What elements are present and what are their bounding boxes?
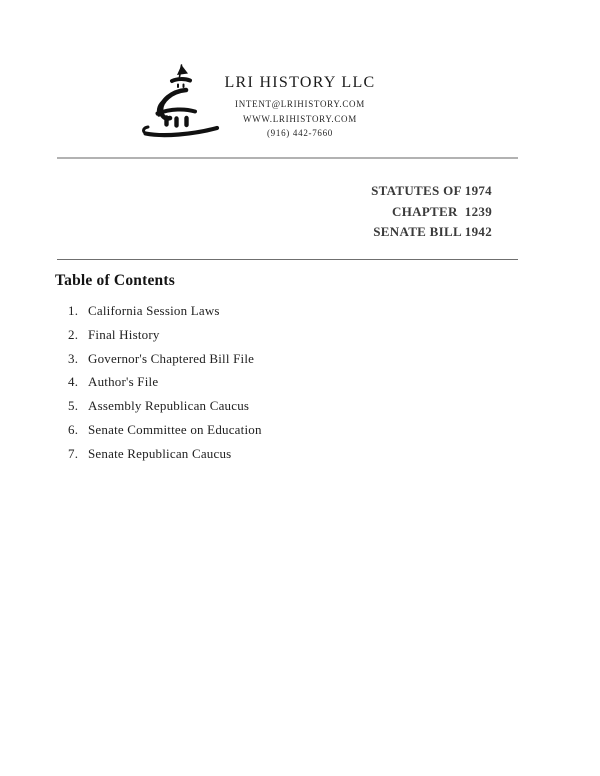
toc-item-number: 2. bbox=[68, 326, 79, 342]
statutes-line: STATUTES OF 1974 bbox=[371, 183, 492, 198]
chapter-line: CHAPTER 1239 bbox=[392, 203, 492, 219]
toc-item bbox=[68, 374, 262, 389]
letterhead bbox=[150, 74, 450, 141]
toc-item bbox=[68, 422, 262, 437]
toc-item-label: Senate Republican Caucus bbox=[88, 445, 232, 461]
toc-item bbox=[68, 303, 262, 318]
toc-item-label: Assembly Republican Caucus bbox=[88, 398, 250, 414]
toc-item-number: 7. bbox=[68, 445, 79, 461]
toc-item bbox=[68, 327, 262, 342]
toc-item bbox=[68, 398, 262, 413]
toc-item-label: California Session Laws bbox=[88, 303, 220, 318]
toc-item-label: Final History bbox=[88, 326, 160, 342]
toc-item-number: 5. bbox=[68, 398, 79, 414]
toc-item-number: 4. bbox=[68, 374, 79, 390]
toc-item-label: Governor's Chaptered Bill File bbox=[88, 350, 255, 366]
toc-item-label: Senate Committee on Education bbox=[88, 421, 262, 437]
bill-reference-block bbox=[371, 181, 492, 243]
toc-item bbox=[68, 446, 262, 461]
company-email: INTENT@LRIHISTORY.COM bbox=[235, 99, 365, 109]
toc-list bbox=[68, 303, 262, 470]
company-phone: (916) 442-7660 bbox=[266, 128, 334, 138]
company-website: WWW.LRIHISTORY.COM bbox=[243, 113, 357, 124]
toc-item-label: Author's File bbox=[88, 374, 159, 390]
toc-item-number: 1. bbox=[68, 303, 79, 318]
toc-item-number: 6. bbox=[68, 421, 79, 437]
divider-top bbox=[57, 157, 518, 159]
company-name: LRI HISTORY LLC bbox=[224, 74, 376, 91]
divider-bottom bbox=[57, 259, 518, 260]
toc-item bbox=[68, 351, 262, 366]
toc-item-number: 3. bbox=[68, 350, 79, 366]
toc-heading: Table of Contents bbox=[55, 272, 175, 289]
senate-bill-line: SENATE BILL 1942 bbox=[373, 224, 492, 239]
